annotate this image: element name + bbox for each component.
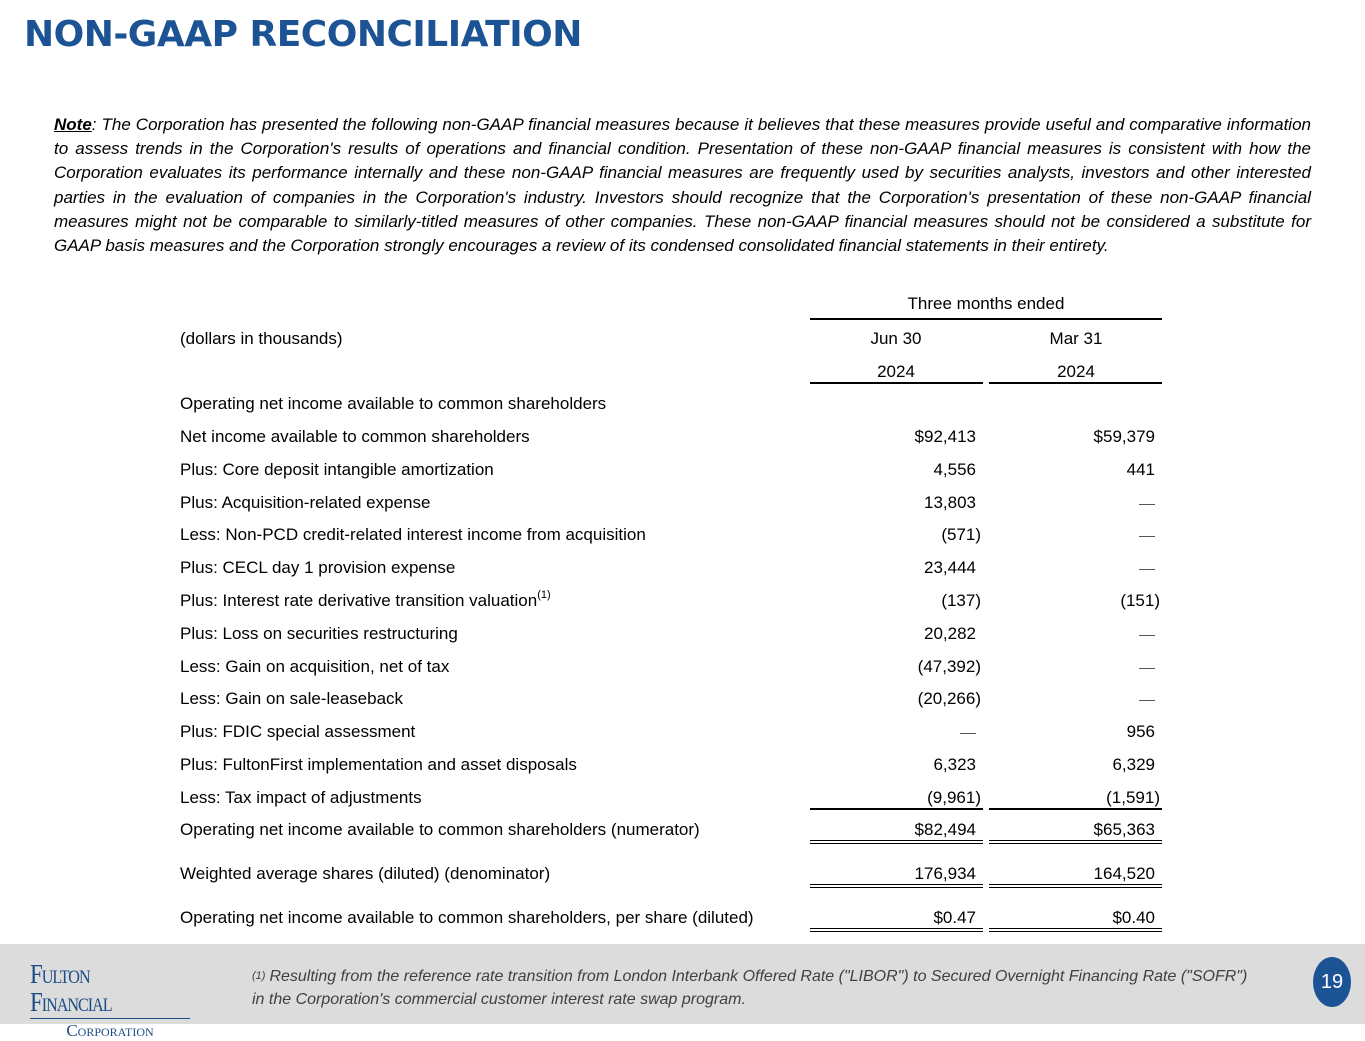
table-row-label [180, 591, 551, 611]
table-row-label [180, 525, 646, 545]
double-rule [989, 884, 1162, 885]
row-label-text: Less: Tax impact of adjustments [180, 788, 422, 807]
nil-dash [1139, 504, 1155, 505]
row-label-text: Plus: Acquisition-related expense [180, 493, 431, 512]
row-label-text: Less: Gain on acquisition, net of tax [180, 657, 450, 676]
table-cell-value: $59,379 [1093, 427, 1155, 446]
col1-subtotal-rule [810, 808, 983, 810]
table-cell-value: (1,591) [1106, 788, 1160, 807]
table-cell-value: (9,961) [927, 788, 981, 807]
row-label-text: Less: Gain on sale-leaseback [180, 689, 404, 708]
total-row-label: Operating net income available to common shareholders (numerator) [180, 820, 700, 839]
logo-subtitle: Corporation [66, 1021, 154, 1040]
page-number-badge: 19 [1313, 957, 1351, 1007]
table-row-label [180, 788, 422, 808]
units-label: (dollars in thousands) [180, 329, 343, 348]
double-rule [810, 887, 983, 888]
note-label: Note [54, 115, 92, 134]
table-row-label [180, 657, 449, 677]
logo-wordmark: Fulton Financial [30, 959, 112, 1017]
nil-dash [1139, 635, 1155, 636]
col1-month: Jun 30 [870, 329, 922, 348]
note-paragraph [54, 113, 1311, 258]
table-row-label [180, 558, 455, 578]
total-row-value: 164,520 [1093, 864, 1155, 883]
table-row-label [180, 755, 577, 775]
total-row-value: $0.47 [933, 908, 976, 927]
col1-year: 2024 [877, 362, 915, 381]
double-rule [989, 840, 1162, 841]
table-cell-value: (137) [941, 591, 981, 610]
total-row-value: $65,363 [1093, 820, 1155, 839]
row-label-text: Net income available to common shareholders [180, 427, 530, 446]
double-rule [989, 887, 1162, 888]
table-cell-value: (571) [941, 525, 981, 544]
double-rule [989, 928, 1162, 929]
total-row-value: $0.40 [1112, 908, 1155, 927]
col2-subtotal-rule [989, 808, 1162, 810]
table-cell-value: $92,413 [914, 427, 976, 446]
table-row-label [180, 624, 458, 644]
period-header-rule [810, 318, 1162, 320]
row-label-text: Plus: Interest rate derivative transition valuation [180, 591, 538, 610]
table-cell-value: (20,266) [917, 689, 981, 708]
footnote-text: Resulting from the reference rate transition from London Interbank Offered Rate ("LIBOR") to Secured Overnight Financing Rate ("SOFR") in the Corporation's commercial customer interest rate swap program. [252, 968, 1248, 1008]
double-rule [810, 928, 983, 929]
period-header: Three months ended [907, 294, 1065, 313]
col1-header-rule [810, 382, 983, 384]
row-label-text: Plus: FultonFirst implementation and asset disposals [180, 755, 577, 774]
table-cell-value: 23,444 [924, 558, 976, 577]
row-label-text: Plus: Core deposit intangible amortization [180, 460, 494, 479]
row-label-text: Plus: Loss on securities restructuring [180, 624, 458, 643]
row-label-text: Less: Non-PCD credit-related interest income from acquisition [180, 525, 646, 544]
table-cell-value: 13,803 [924, 493, 976, 512]
note-text: : The Corporation has presented the following non-GAAP financial measures because it believes that these measures provide useful and comparative information to assess trends in the Corporation's results of operations and financial condition. Presentation of these non-GAAP financial measures is consistent with how the Corporation evaluates its performance internally and these non-GAAP financial measures are frequently used by securities analysts, investors and other interested parties in the evaluation of companies in the Corporation's industry. Investors should recognize that the Corporation's presentation of these non-GAAP financial measures might not be comparable to similarly-titled measures of other companies. These non-GAAP financial measures should not be considered a substitute for GAAP basis measures and the Corporation strongly encourages a review of its condensed consolidated financial statements in their entirety. [54, 115, 1311, 256]
section-title: Operating net income available to common shareholders [180, 394, 607, 413]
col2-year: 2024 [1057, 362, 1095, 381]
table-row-label [180, 460, 494, 480]
nil-dash [1139, 700, 1155, 701]
company-logo [30, 959, 195, 1040]
table-cell-value: 4,556 [933, 460, 976, 479]
footnote [252, 965, 1262, 1011]
page-title: NON-GAAP RECONCILIATION [24, 14, 582, 55]
total-row-value: 176,934 [914, 864, 976, 883]
col2-month: Mar 31 [1049, 329, 1103, 348]
double-rule [810, 931, 983, 932]
double-rule [989, 931, 1162, 932]
table-cell-value: (47,392) [917, 657, 981, 676]
footnote-marker: (1) [252, 970, 266, 982]
table-row-label [180, 722, 415, 742]
logo-divider [30, 1018, 190, 1019]
double-rule [810, 884, 983, 885]
nil-dash [960, 733, 976, 734]
total-row-label: Weighted average shares (diluted) (denominator) [180, 864, 551, 883]
table-row-label [180, 689, 403, 709]
footnote-reference: (1) [537, 589, 551, 601]
table-cell-value: 6,329 [1112, 755, 1155, 774]
table-row-label [180, 427, 530, 447]
table-cell-value: 20,282 [924, 624, 976, 643]
table-cell-value: 6,323 [933, 755, 976, 774]
double-rule [989, 843, 1162, 844]
table-cell-value: (151) [1120, 591, 1160, 610]
total-row-label: Operating net income available to common shareholders, per share (diluted) [180, 908, 754, 927]
col2-header-rule [989, 382, 1162, 384]
nil-dash [1139, 668, 1155, 669]
row-label-text: Plus: FDIC special assessment [180, 722, 416, 741]
double-rule [810, 843, 983, 844]
nil-dash [1139, 569, 1155, 570]
table-cell-value: 956 [1126, 722, 1155, 741]
double-rule [810, 840, 983, 841]
table-row-label [180, 493, 430, 513]
row-label-text: Plus: CECL day 1 provision expense [180, 558, 456, 577]
nil-dash [1139, 536, 1155, 537]
table-cell-value: 441 [1126, 460, 1155, 479]
total-row-value: $82,494 [914, 820, 976, 839]
